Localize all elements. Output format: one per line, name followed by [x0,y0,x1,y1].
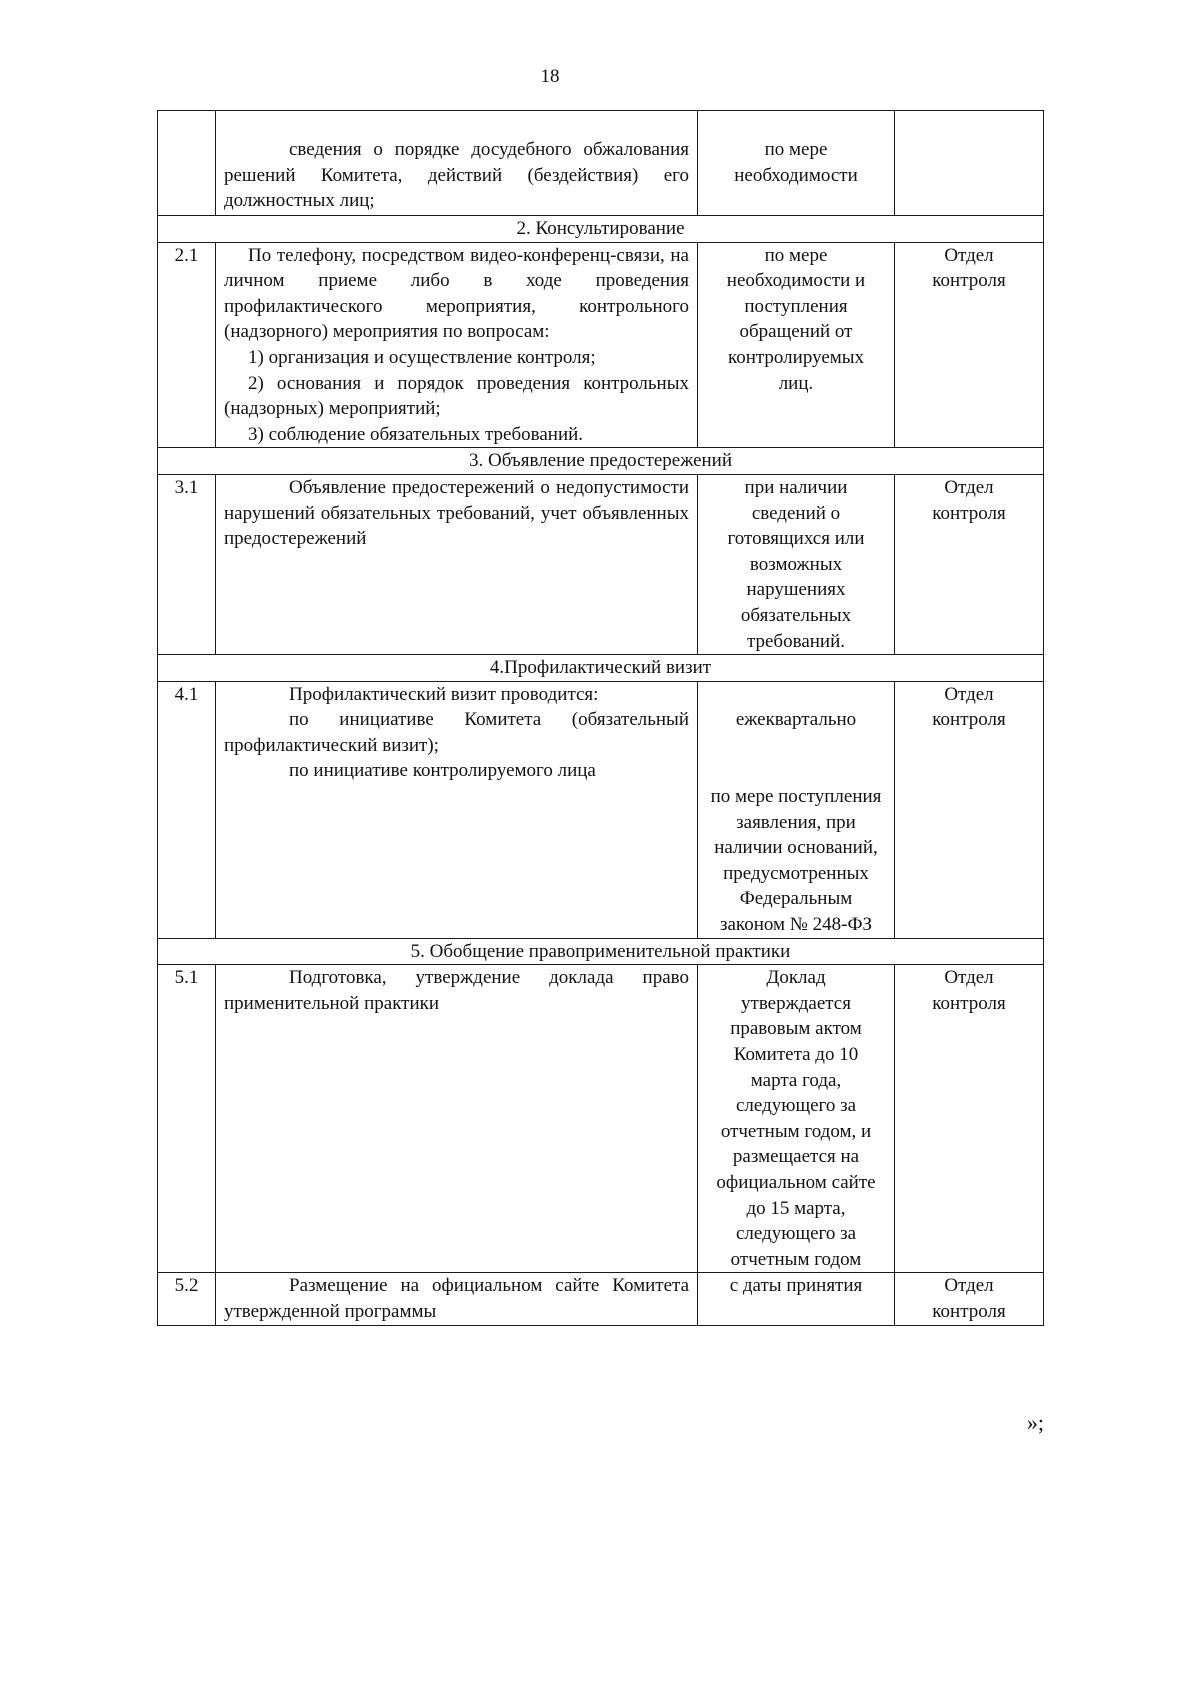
responsible-text: Отдел контроля [932,967,1006,1014]
table-row [158,681,1044,938]
section-header-row [158,448,1044,475]
row-number: 4.1 [158,681,216,938]
responsible-text: Отдел контроля [932,1275,1006,1322]
term-cell [698,1273,895,1325]
activity-description-cell [216,474,698,654]
term-text: ежеквартально [735,709,857,731]
term-text: по мере поступления заявления, при наличии оснований, предусмотренных Федеральным законом № 248-ФЗ [710,786,882,936]
closing-quote-mark: »; [1026,1410,1044,1435]
activity-description: Объявление предостережений о недопустимости нарушений обязательных требований, учет объявленных предостережений [224,476,689,550]
row-number: 5.2 [158,1273,216,1325]
responsible-cell [895,1273,1044,1325]
term-text: с даты принятия [729,1275,863,1297]
activity-description-cell [216,242,698,448]
responsible-text: Отдел контроля [932,476,1006,524]
term-text: по мере необходимости [734,139,858,186]
term-cell [698,965,895,1273]
row-number: 5.1 [158,965,216,1273]
section-title: 3. Объявление предостережений [158,448,1044,475]
activity-list-item: по инициативе контролируемого лица [289,760,596,782]
prevention-plan-table [157,110,1044,1326]
activity-description: Профилактический визит проводится: [289,683,599,705]
responsible-cell [895,111,1044,216]
term-text: по мере необходимости и поступления обращений от контролируемых лиц. [726,244,866,394]
table-row [158,474,1044,654]
section-header-row [158,655,1044,682]
term-text: Доклад утверждается правовым актом Комитета до 10 марта года, следующего за отчетным годом, и размещается на официальном сайте до 15 марта, следующего за отчетным годом [716,967,876,1270]
term-text: при наличии сведений о готовящихся или возможных нарушениях обязательных требований. [727,476,865,652]
responsible-cell [895,681,1044,938]
term-cell [698,242,895,448]
term-cell [698,474,895,654]
activity-description-cell [216,965,698,1273]
page-number: 18 [540,66,560,87]
section-title: 4.Профилактический визит [158,655,1044,682]
responsible-text: Отдел контроля [932,683,1006,731]
activity-description-cell [216,681,698,938]
responsible-cell [895,242,1044,448]
activity-description: По телефону, посредством видео-конференц-связи, на личном приеме либо в ходе проведения профилактического мероприятия, контрольного (надзорного) мероприятия по вопросам: [224,244,689,343]
table-row [158,111,1044,216]
table-row [158,1273,1044,1325]
activity-description: сведения о порядке досудебного обжалования решений Комитета, действий (бездействия) его должностных лиц; [224,139,689,212]
row-number: 2.1 [158,242,216,448]
responsible-cell [895,474,1044,654]
responsible-cell [895,965,1044,1273]
activity-list-item: 1) организация и осуществление контроля; [248,346,596,368]
row-number-cell [158,111,216,216]
activity-description: Подготовка, утверждение доклада право применительной практики [224,967,689,1014]
table-row [158,242,1044,448]
activity-description: Размещение на официальном сайте Комитета утвержденной программы [224,1275,689,1322]
section-header-row [158,216,1044,243]
activity-description-cell [216,111,698,216]
activity-list-item: 3) соблюдение обязательных требований. [248,423,584,445]
table-row [158,965,1044,1273]
responsible-text: Отдел контроля [932,244,1006,292]
section-title: 5. Обобщение правоприменительной практики [158,938,1044,965]
activity-list-item: 2) основания и порядок проведения контрольных (надзорных) мероприятий; [224,372,689,420]
section-title: 2. Консультирование [158,216,1044,243]
term-cell [698,681,895,938]
term-cell [698,111,895,216]
row-number: 3.1 [158,474,216,654]
section-header-row [158,938,1044,965]
activity-list-item: по инициативе Комитета (обязательный профилактический визит); [224,709,689,756]
activity-description-cell [216,1273,698,1325]
